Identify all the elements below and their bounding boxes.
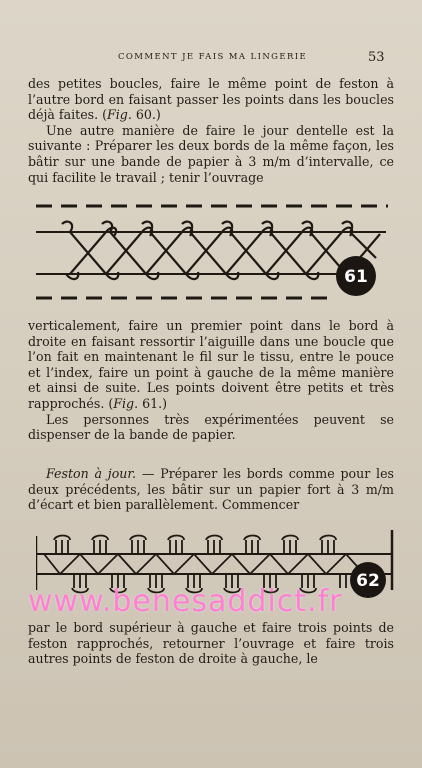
- text-block-top: [28, 76, 394, 185]
- paragraph-1-text: des petites boucles, faire le même point de feston à l’autre bord en faisant passer les points dans les boucles déjà faites. (: [28, 76, 394, 123]
- text-block-feston: [28, 466, 394, 513]
- paragraph-3: [28, 318, 394, 412]
- page-header: [0, 50, 422, 68]
- fig-ref-61: Fig.: [113, 395, 139, 411]
- paragraph-6: par le bord supérieur à gauche et faire trois points de feston rapprochés, retourner l’ouvrage et faire trois autres points de feston de droite à gauche, le: [28, 620, 394, 667]
- text-block-bottom: [28, 620, 394, 667]
- fig61-number: 61: [344, 267, 368, 287]
- paragraph-2: Une autre manière de faire le jour dentelle est la suivante : Préparer les deux bords de la même façon, les bâtir sur une bande de papier à 3 m/m d’intervalle, ce qui facilite le travail ; tenir l’ouvrage: [28, 122, 394, 185]
- paragraph-5-text: — Préparer les bords comme pour les deux précédents, les bâtir sur un papier fort à 3 m/m d’écart et bien parallèlement. Commencer: [28, 466, 394, 513]
- fig-ref-60: Fig.: [107, 107, 132, 123]
- text-block-middle: [28, 318, 394, 443]
- paragraph-5: [28, 466, 394, 513]
- page-number: 53: [368, 50, 385, 65]
- watermark-text: www.benesaddict.fr: [28, 584, 343, 619]
- fig-ref-60-number: 60.): [131, 107, 161, 123]
- section-heading-feston: Feston à jour.: [46, 466, 137, 481]
- fig62-number: 62: [356, 571, 380, 591]
- fig61-stitches: [62, 222, 380, 280]
- fig-ref-61-number: 61.): [138, 395, 168, 411]
- paragraph-3-text: verticalement, faire un premier point dans le bord à droite en faisant ressortir l’aiguille dans une boucle que l’on fait en maintenant le fil sur le tissu, entre le pouce et l’index, faire un point à gauche de la même manière et ainsi de suite. Les points doivent être petits et très rapprochés. (: [28, 318, 394, 411]
- paragraph-4: Les personnes très expérimentées peuvent se dispenser de la bande de papier.: [28, 411, 394, 443]
- figure-61-illustration: [36, 194, 388, 306]
- running-title: COMMENT JE FAIS MA LINGERIE: [118, 52, 308, 62]
- paragraph-1: [28, 76, 394, 123]
